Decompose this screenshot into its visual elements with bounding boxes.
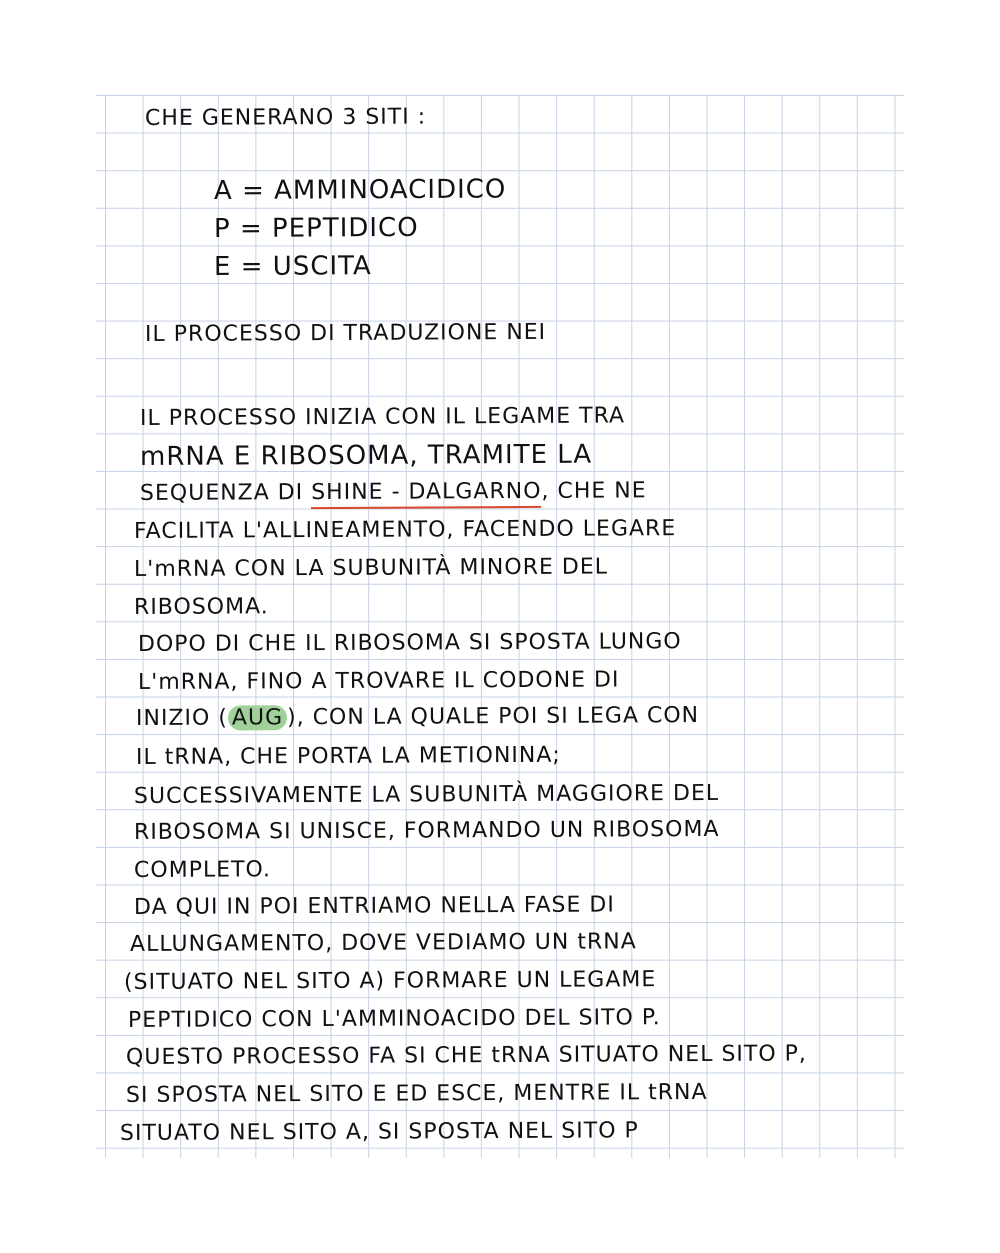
line-text: ), CON LA QUALE POI SI LEGA CON [287,703,700,731]
line-text: IL PROCESSO INIZIA CON IL LEGAME TRA [139,403,626,431]
text-line-14 [136,703,699,731]
line-text: RIBOSOMA SI UNISCE, FORMANDO UN RIBOSOMA [133,816,720,845]
line-text: , CHE NE [541,478,647,504]
shine-dalgarno-term: SHINE - DALGARNO [311,479,541,509]
text-line-20 [130,929,637,957]
text-line-7 [140,440,592,472]
line-text: mRNA E RIBOSOMA, TRAMITE LA [139,439,593,472]
text-line-23 [126,1041,807,1070]
text-line-10 [134,555,608,582]
line-text: SEQUENZA DI [139,480,312,506]
line-text: IL tRNA, CHE PORTA LA METIONINA; [135,742,561,770]
line-text: L'mRNA, FINO A TROVARE IL CODONE DI [137,667,620,695]
line-text: DOPO DI CHE IL RIBOSOMA SI SPOSTA LUNGO [137,629,682,657]
text-line-22 [128,1005,661,1033]
line-text: COMPLETO. [133,857,272,883]
text-line-8 [140,478,647,506]
line-text: SUCCESSIVAMENTE LA SUBUNITÀ MAGGIORE DEL [133,780,720,809]
line-text: ALLUNGAMENTO, DOVE VEDIAMO UN tRNA [129,929,637,957]
line-text: A = AMMINOACIDICO [213,174,507,206]
text-line-13 [138,667,620,695]
text-line-17 [134,817,720,845]
line-text: E = USCITA [213,251,372,282]
text-line-25 [120,1118,639,1146]
line-text: P = PEPTIDICO [213,212,419,244]
line-text: IL PROCESSO DI TRADUZIONE NEI [144,319,547,347]
text-line-16 [134,781,719,809]
line-text: FACILITA L'ALLINEAMENTO, FACENDO LEGARE [133,516,677,544]
text-line-9 [134,516,676,544]
line-text: INIZIO ( [135,705,228,731]
line-text: DA QUI IN POI ENTRIAMO NELLA FASE DI [133,892,615,920]
text-line-18 [134,857,271,883]
line-text: SI SPOSTA NEL SITO E ED ESCE, MENTRE IL tRNA [125,1079,708,1108]
text-line-21 [124,967,656,995]
line-text: SITUATO NEL SITO A, SI SPOSTA NEL SITO P [119,1118,639,1146]
line-text: CHE GENERANO 3 SITI : [144,104,427,131]
site-list-item-e [214,251,372,282]
text-line-11 [134,594,269,620]
line-text: L'mRNA CON LA SUBUNITÀ MINORE DEL [133,554,609,582]
text-line-1 [145,105,426,131]
text-line-6 [140,403,625,431]
text-line-24 [126,1080,708,1108]
text-line-heading [145,320,546,347]
line-text: PEPTIDICO CON L'AMMINOACIDO DEL SITO P. [127,1005,661,1033]
line-text: (SITUATO NEL SITO A) FORMARE UN LEGAME [123,967,657,995]
aug-codon-highlight: AUG [228,705,287,730]
site-list-item-p [214,213,419,244]
line-text: QUESTO PROCESSO FA SI CHE tRNA SITUATO NEL SITO P, [125,1041,807,1070]
text-line-12 [138,629,682,657]
site-list-item-a [214,174,506,206]
text-line-15 [136,743,561,770]
text-line-19 [134,892,615,920]
line-text: RIBOSOMA. [133,594,269,620]
